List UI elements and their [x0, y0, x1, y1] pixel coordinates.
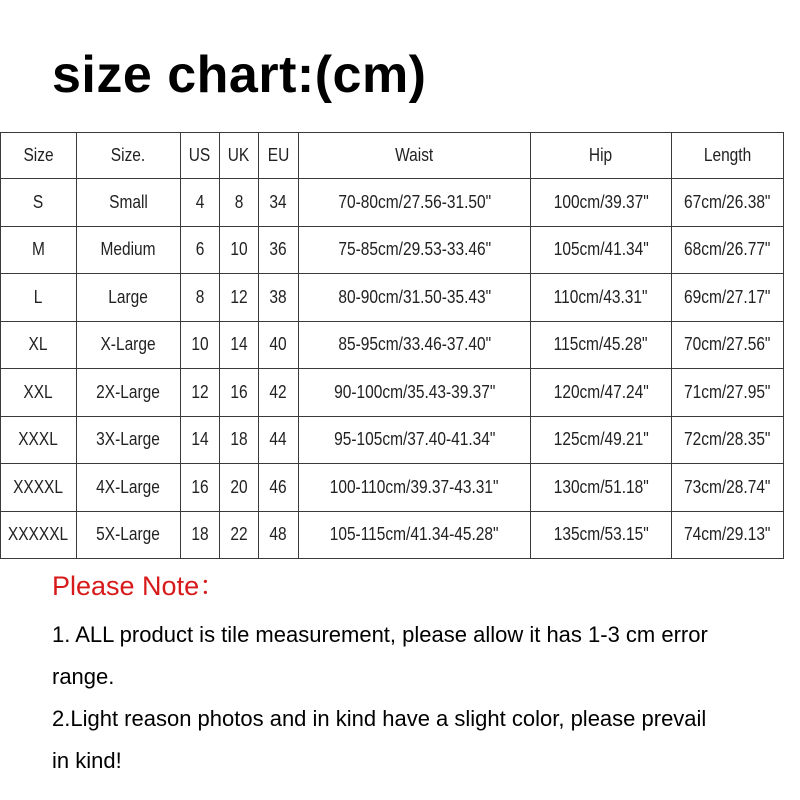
cell-eu: 40	[259, 321, 299, 369]
cell-eu: 34	[259, 179, 299, 227]
header-uk: UK	[220, 133, 259, 179]
note-line-1: 1. ALL product is tile measurement, please allow it has 1-3 cm error	[52, 622, 708, 647]
cell-uk: 12	[220, 274, 259, 322]
cell-eu: 44	[259, 416, 299, 464]
size-chart-table	[0, 132, 784, 559]
header-eu: EU	[259, 133, 299, 179]
cell-size-name: 4X-Large	[77, 464, 181, 512]
cell-hip: 110cm/43.31"	[531, 274, 672, 322]
cell-us: 18	[181, 511, 220, 559]
cell-us: 12	[181, 369, 220, 417]
cell-us: 8	[181, 274, 220, 322]
note-line-2-continued: in kind!	[52, 748, 122, 773]
cell-uk: 20	[220, 464, 259, 512]
cell-waist: 90-100cm/35.43-39.37"	[299, 369, 531, 417]
header-us: US	[181, 133, 220, 179]
cell-us: 6	[181, 226, 220, 274]
cell-hip: 130cm/51.18"	[531, 464, 672, 512]
cell-hip: 100cm/39.37"	[531, 179, 672, 227]
cell-us: 14	[181, 416, 220, 464]
cell-size: XL	[1, 321, 77, 369]
cell-uk: 22	[220, 511, 259, 559]
cell-length: 74cm/29.13"	[672, 511, 784, 559]
cell-length: 69cm/27.17"	[672, 274, 784, 322]
cell-size: XXXXL	[1, 464, 77, 512]
cell-length: 70cm/27.56"	[672, 321, 784, 369]
page-title: size chart:(cm)	[52, 46, 427, 104]
cell-eu: 48	[259, 511, 299, 559]
cell-length: 68cm/26.77"	[672, 226, 784, 274]
cell-eu: 46	[259, 464, 299, 512]
cell-hip: 105cm/41.34"	[531, 226, 672, 274]
cell-uk: 10	[220, 226, 259, 274]
cell-hip: 125cm/49.21"	[531, 416, 672, 464]
cell-size-name: Medium	[77, 226, 181, 274]
table-row	[1, 416, 784, 464]
cell-size: S	[1, 179, 77, 227]
cell-size: XXL	[1, 369, 77, 417]
table-header-row	[1, 133, 784, 179]
cell-waist: 70-80cm/27.56-31.50"	[299, 179, 531, 227]
table-row	[1, 321, 784, 369]
header-waist: Waist	[299, 133, 531, 179]
table-row	[1, 511, 784, 559]
cell-uk: 16	[220, 369, 259, 417]
cell-size-name: X-Large	[77, 321, 181, 369]
cell-size: L	[1, 274, 77, 322]
cell-uk: 8	[220, 179, 259, 227]
table-row	[1, 274, 784, 322]
cell-length: 72cm/28.35"	[672, 416, 784, 464]
cell-size: M	[1, 226, 77, 274]
cell-us: 10	[181, 321, 220, 369]
cell-us: 16	[181, 464, 220, 512]
cell-eu: 42	[259, 369, 299, 417]
table-row	[1, 179, 784, 227]
cell-length: 71cm/27.95"	[672, 369, 784, 417]
note-line-1-continued: range.	[52, 664, 115, 689]
cell-size-name: Small	[77, 179, 181, 227]
cell-length: 67cm/26.38"	[672, 179, 784, 227]
cell-waist: 80-90cm/31.50-35.43"	[299, 274, 531, 322]
table-row	[1, 369, 784, 417]
cell-size: XXXL	[1, 416, 77, 464]
table-row	[1, 226, 784, 274]
cell-uk: 14	[220, 321, 259, 369]
cell-waist: 75-85cm/29.53-33.46"	[299, 226, 531, 274]
header-hip: Hip	[531, 133, 672, 179]
cell-waist: 105-115cm/41.34-45.28"	[299, 511, 531, 559]
cell-waist: 100-110cm/39.37-43.31"	[299, 464, 531, 512]
header-size: Size	[1, 133, 77, 179]
header-length: Length	[672, 133, 784, 179]
cell-eu: 38	[259, 274, 299, 322]
header-size-name: Size.	[77, 133, 181, 179]
cell-size: XXXXXL	[1, 511, 77, 559]
cell-hip: 115cm/45.28"	[531, 321, 672, 369]
cell-waist: 85-95cm/33.46-37.40"	[299, 321, 531, 369]
cell-us: 4	[181, 179, 220, 227]
note-title: Please Note：	[52, 571, 227, 601]
cell-waist: 95-105cm/37.40-41.34"	[299, 416, 531, 464]
cell-uk: 18	[220, 416, 259, 464]
cell-eu: 36	[259, 226, 299, 274]
cell-hip: 120cm/47.24"	[531, 369, 672, 417]
cell-size-name: 5X-Large	[77, 511, 181, 559]
cell-size-name: Large	[77, 274, 181, 322]
table-row	[1, 464, 784, 512]
cell-size-name: 2X-Large	[77, 369, 181, 417]
cell-length: 73cm/28.74"	[672, 464, 784, 512]
cell-size-name: 3X-Large	[77, 416, 181, 464]
note-line-2: 2.Light reason photos and in kind have a slight color, please prevail	[52, 706, 707, 731]
cell-hip: 135cm/53.15"	[531, 511, 672, 559]
